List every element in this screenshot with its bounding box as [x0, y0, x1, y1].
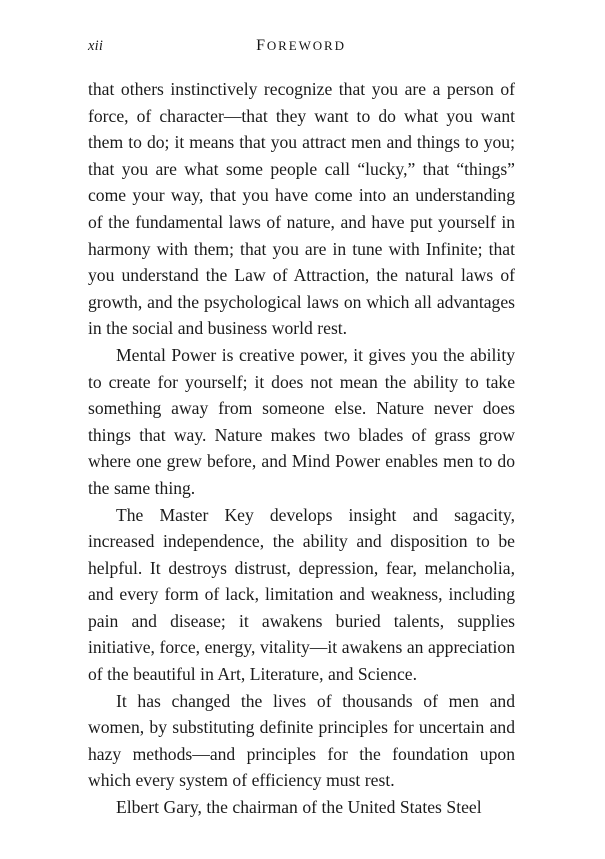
- paragraph: The Master Key develops insight and sagacity, increased independence, the ability and disposition to be helpful. It destroys distrust, depression, fear, melancholia, and every form of lack, limitation and weakness, including pain and disease; it awakens buried talents, supplies initiative, force, energy, vitality—it awakens an appreciation of the beautiful in Art, Literature, and Science.: [88, 504, 515, 685]
- paragraph: that others instinctively recognize that you are a person of force, of character—that they want to do what you want them to do; it means that you attract men and things to you; that you are what some people call “lucky,” that “things” come your way, that you have come into an understanding of the fundamental laws of nature, and have put yourself in harmony with them; that you are in tune with Infinite; that you understand the Law of Attraction, the natural laws of growth, and the psychological laws on which all advantages in the social and business world rest.: [88, 79, 515, 339]
- paragraph: Elbert Gary, the chairman of the United States Steel: [116, 797, 482, 818]
- chapter-title-running-head: [88, 36, 514, 56]
- running-head-initial-letter: F: [256, 37, 267, 54]
- running-head: [88, 36, 514, 58]
- running-head-remainder: OREWORD: [266, 38, 346, 53]
- page-number-folio: xii: [88, 38, 104, 54]
- paragraph: Mental Power is creative power, it gives you the ability to create for yourself; it does not mean the ability to take something away from someone else. Nature never does things that way. Nature makes two blades of grass grow where one grew before, and Mind Power enables men to do the same thing.: [88, 344, 515, 498]
- paragraph: It has changed the lives of thousands of men and women, by substituting definite principles for uncertain and hazy methods—and principles for the foundation upon which every system of efficiency must rest.: [88, 690, 515, 791]
- body-text-block: [88, 76, 515, 821]
